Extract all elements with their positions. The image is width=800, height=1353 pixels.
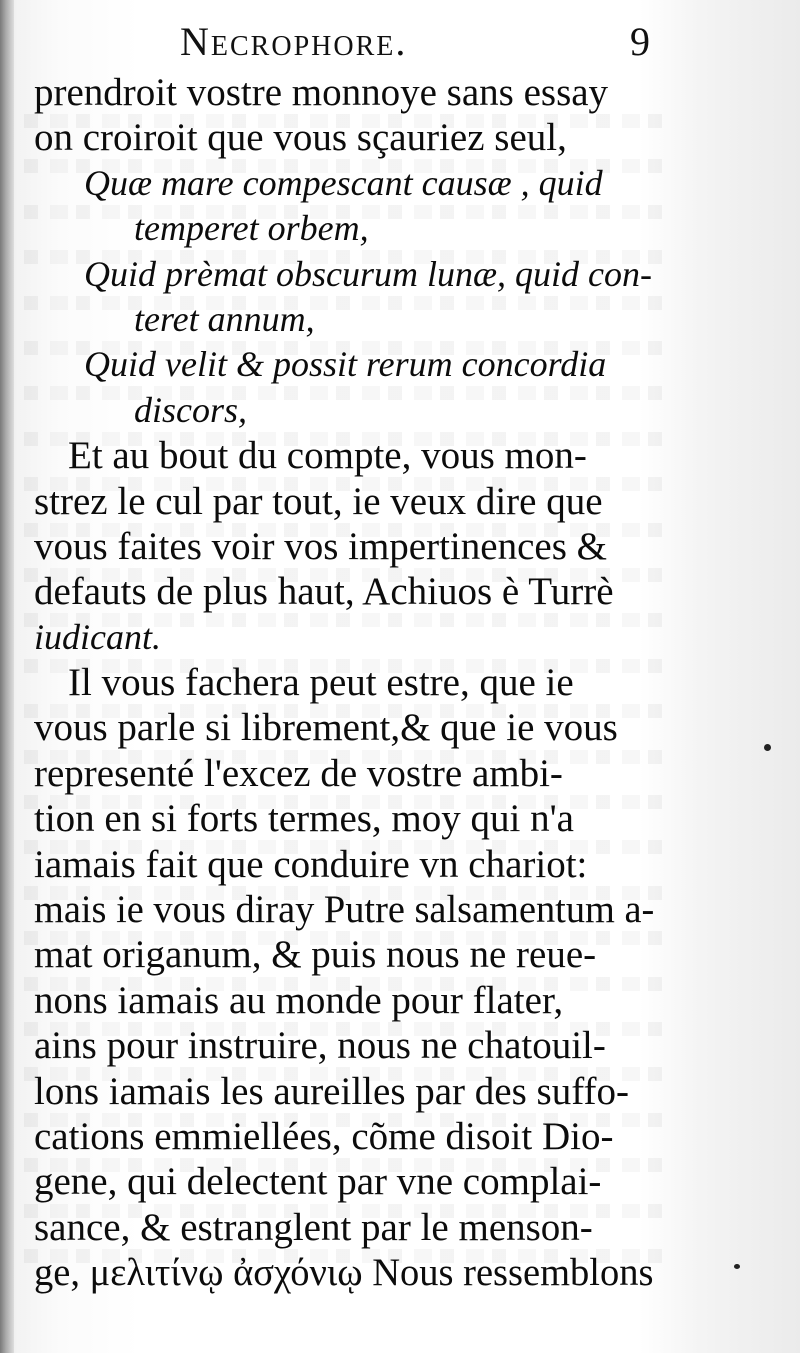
text-line: Et au bout du compte, vous mon- (68, 434, 587, 478)
text-line: lons iamais les aureilles par des suffo- (34, 1069, 629, 1113)
text-line: gene, qui delectent par vne complai- (34, 1160, 602, 1204)
text-line: prendroit vostre monnoye sans essay (34, 71, 609, 114)
page-header (180, 18, 650, 70)
text-line: mais ie vous diray Putre salsamentum a- (34, 888, 655, 932)
text-line: iamais fait que conduire vn chariot: (34, 842, 588, 886)
text-line: vous parle si librement,& que ie vous (34, 706, 618, 750)
text-line: discors, (134, 389, 248, 430)
text-line: representé l'excez de vostre ambi- (34, 751, 563, 795)
body-text (34, 70, 654, 1296)
text-line: strez le cul par tout, ie veux dire que (34, 479, 603, 523)
text-line: iudicant. (34, 616, 161, 657)
text-line: temperet orbem, (134, 208, 369, 249)
text-line: cations emmiellées, cõme disoit Dio- (34, 1114, 614, 1158)
text-line: ains pour instruire, nous ne chatouil- (34, 1024, 606, 1068)
text-line: tion en si forts termes, moy qui n'a (34, 797, 574, 841)
text-line: vous faites voir vos impertinences & (34, 524, 607, 568)
text-line: nons iamais au monde pour flater, (34, 978, 564, 1022)
text-line: mat origanum, & puis nous ne reue- (34, 933, 597, 977)
text-line: Quid velit & possit rerum concordia (84, 344, 607, 385)
text-line: Il vous fachera peut estre, que ie (68, 661, 574, 705)
ink-speck (734, 1264, 740, 1269)
text-line: Quid prèmat obscurum lunæ, quid con- (84, 253, 652, 294)
text-line: teret annum, (134, 298, 315, 339)
ink-speck (764, 744, 771, 751)
text-line: defauts de plus haut, Achiuos è Turrè (34, 570, 614, 614)
text-line: ge, μελιτίνῳ ἀσχόνιῳ Nous ressemblons (34, 1251, 654, 1295)
text-line: sance, & estranglent par le menson- (34, 1205, 593, 1249)
page-number: 9 (630, 19, 650, 64)
running-title: Necrophore. (180, 19, 408, 64)
text-line: on croiroit que vous sçauriez seul, (34, 116, 567, 160)
binding-gutter-shadow (0, 0, 14, 1353)
text-line: Quæ mare compescant causæ , quid (84, 162, 603, 203)
